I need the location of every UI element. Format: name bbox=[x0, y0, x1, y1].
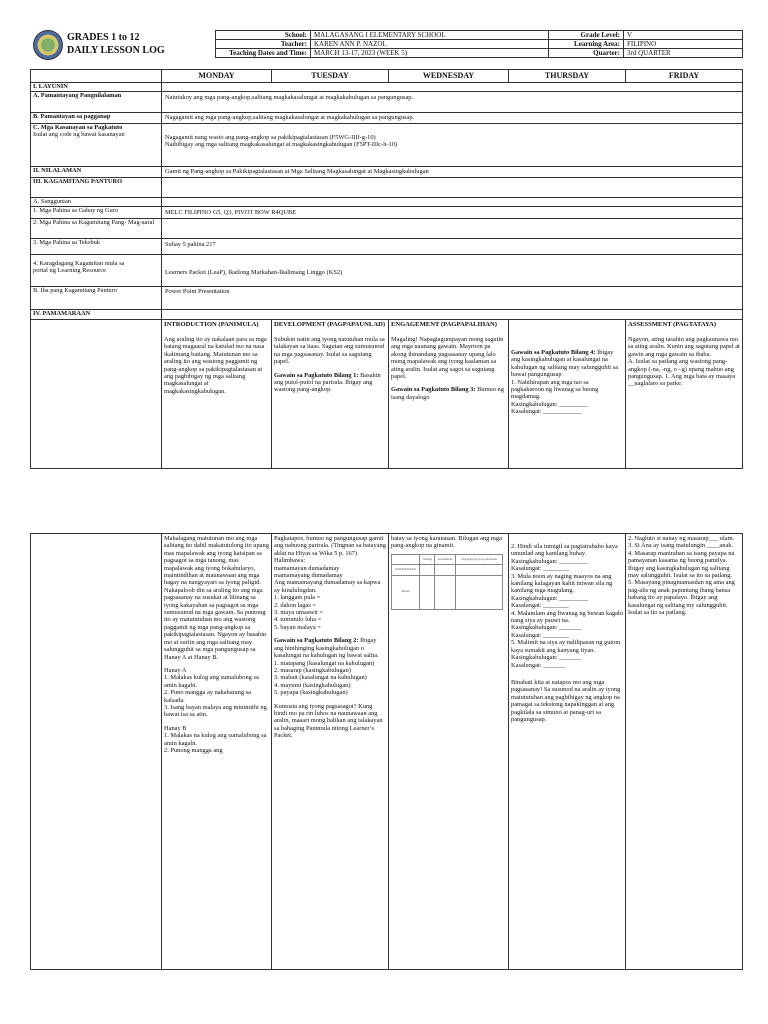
mini-table-row-1-label: MAMAMAYAN bbox=[392, 565, 420, 575]
list-item: 3. mabait (kasalungat na kahulugan) bbox=[274, 674, 367, 682]
friday-item-2: 2. Nagluto si nanay ng masarap___ ulam. bbox=[628, 535, 735, 542]
thursday-item-2: 2. Hindi sila tumigil sa pagtatrabaho kaya umunlad ang kanilang buhay. bbox=[511, 543, 618, 558]
wednesday-procedure-col bbox=[389, 320, 509, 469]
hanay-a-item-2: 2. Puno mangga ay nakaharang sa kalsada. bbox=[164, 689, 251, 704]
teksbuk-value: Suhay 5 pahina 217 bbox=[165, 241, 216, 248]
teksbuk-label: 3. Mga Pahina sa Teksbuk bbox=[31, 239, 162, 254]
header-info-table bbox=[215, 30, 743, 58]
tuesday-gawain-1 bbox=[274, 372, 386, 394]
lesson-log-page-2 bbox=[30, 533, 743, 970]
pamamaraan-label: IV. PAMAMARAAN bbox=[31, 310, 162, 319]
thursday-item-5-kasingkahulugan: Kasingkahulugan: _______ bbox=[511, 654, 582, 662]
thursday-procedure-col bbox=[509, 320, 626, 469]
form-title-grades: GRADES 1 to 12 bbox=[67, 32, 140, 43]
tuesday-continued-col bbox=[272, 534, 389, 970]
day-header-monday: MONDAY bbox=[162, 70, 272, 83]
day-header-blank bbox=[31, 70, 162, 83]
kagamitang-pang-label: 2. Mga Pahina sa Kagamitang Pang- Mag-aaral bbox=[31, 219, 162, 238]
monday-intro-text: Ang araling ito ay nakalaan para sa mga batang magaaral na katulad mo na nasa ikalimang baitang. Matutunan mo sa araling ito ang wastong paggamit ng pang-angkop sa pakikipagtalastasan at ang pagbibigay ng mga salitang magkasalungat at magkakasingkahulugan. bbox=[164, 336, 267, 395]
thursday-item-3: 3. Mula noon ay naging maayos na ang kanilang kalagayan kahit iniwan sila ng kanilang mga magulang. bbox=[511, 572, 613, 595]
form-title-dll: DAILY LESSON LOG bbox=[67, 45, 165, 56]
friday-intro-text: Ngayon, ating tasahin ang pagkaunawa mo sa ating aralin. Kunin ang sagutang papel at gawin ang mga gawain sa ibaba. bbox=[628, 336, 740, 358]
day-header-wednesday: WEDNESDAY bbox=[389, 70, 509, 83]
wednesday-intro-text: Magaling! Napagtagumpayan mong sagutin ang mga naunang gawain. Mayroon pa akong ihinandang pagsasanay upang lalo mong mapalawak ang iyong kaalaman sa ating aralin. Isulat ang sagot sa sagutang papel. bbox=[391, 336, 504, 381]
thursday-item-1-kasingkahulugan: Kasingkahulugan: _________ bbox=[511, 400, 588, 408]
tuesday-closing-text: Kumusta ang iyong pagsasagot? Kung hindi mo pa rin lubos na naunawaan ang aralin, maaari mong balikan ang talakayan sa bahaging Panimula nitong Learner’s Packet. bbox=[274, 702, 383, 740]
wednesday-phase-heading: ENGAGEMENT (PAGPAPALIHAN) bbox=[391, 321, 497, 328]
friday-item-3: 3. Si Ana ay isang matulungin ____anak. bbox=[628, 542, 734, 550]
friday-item-5: 5. Masayang pinagmamasdan ng ama ang pag-alis ng anak papuntang ibang bansa habang ito ay papalayo. Ibigay ang kasalungat ng salitang my salungguhit. Isulat sa ito sa patlang. bbox=[628, 579, 735, 617]
pamantayan-pagganap-value: Nagagamit ang mga pang-angkop,salitang magkakasalungat at magkakahulugan sa pangungusap. bbox=[165, 114, 415, 121]
wednesday-gawain-3-text: Bumuo ng isang dayalogo bbox=[391, 386, 504, 401]
wednesday-continued-col bbox=[389, 534, 509, 970]
tuesday-salita-list bbox=[274, 660, 386, 697]
school-value: MALAGASANG I ELEMENTARY SCHOOL bbox=[311, 31, 549, 40]
gabay-label: 1. Mga Pahina sa Gabay ng Guro bbox=[31, 207, 162, 218]
mini-table-header-1: Wikang bbox=[420, 554, 435, 564]
thursday-closing-text: Binabati kita at natapos mo ang mga pagsasanay! Sa susunod na aralin ay iyong matututuhan ang pagbibigay ng angkop na pamagat sa tekstong napakinggan at ang pagkilala sa simuno at panag-uri sa pangungusap. bbox=[511, 678, 621, 723]
row-gabay bbox=[31, 207, 742, 219]
day-header-friday: FRIDAY bbox=[626, 70, 742, 83]
deped-seal bbox=[33, 30, 63, 60]
kasanayan-label bbox=[31, 124, 162, 166]
list-item: 1. matapang (kasalungat na kahulugan) bbox=[274, 659, 375, 667]
list-item: 2. masarap (kasingkahulugan) bbox=[274, 666, 351, 674]
teacher-label: Teacher: bbox=[216, 40, 311, 49]
list-item: 5. payapa (kasingkahulugan) bbox=[274, 689, 348, 697]
wednesday-gawain-3-title: Gawain sa Pagkatuto Bilang 3: bbox=[391, 386, 476, 394]
gabay-value: MELC FILIPINO G5, Q3, PIVOT BOW R4QUBE bbox=[165, 209, 297, 216]
row-pamamaraan bbox=[31, 310, 742, 320]
hanay-b-item-2: 2. Punong mangga ang bbox=[164, 746, 223, 754]
row-nilalaman bbox=[31, 167, 742, 178]
tuesday-gawain-1-title: Gawain sa Pagkatuto Bilang 1: bbox=[274, 371, 359, 379]
kasanayan-values bbox=[162, 134, 742, 148]
list-item: 1. langgam pula = bbox=[274, 594, 321, 602]
row-sanggunian bbox=[31, 198, 742, 207]
kasanayan-title: C. Mga Kasanayan sa Pagkatuto bbox=[33, 124, 123, 131]
tuesday-continued-text: Pagkatapos, bumuo ng pangungusap gamit ang nabuong parirala. (Tingnan sa batayang aklat na Hiyas sa Wika 5 p. 167) bbox=[274, 535, 386, 557]
tuesday-phase-heading: DEVELOPMENT (PAGPAPAUNLAD) bbox=[274, 321, 386, 328]
row-teksbuk bbox=[31, 239, 742, 255]
tuesday-halimbawa-1: mamamayan dumadamay bbox=[274, 564, 340, 572]
dates-value: MARCH 13-17, 2023 (WEEK 5) bbox=[311, 49, 549, 58]
nilalaman-value: Gamit ng Pang-angkop sa Pakikipagtalastasan at Mga Salitang Magkasalungat at Magkasingkahulugan bbox=[165, 168, 429, 175]
tuesday-halimbawa-3: Ang mamamayang dumadamay sa kapwa ay kinalulugdan. bbox=[274, 579, 381, 594]
row-kagamitan bbox=[31, 178, 742, 198]
monday-continued-text: Mahalagang matutunan mo ang mga salitang ito dahil makatutulong ito upang mas mapalawak ang iyong kaisipan sa pagsagot sa mga tanong, mas mapalawak ang iyong bokabularyo, maintindihan at maunawaan ang mga bagay na nangyayari sa iyong paligid. Nakapaloob din sa araling ito ang mga pagsasanay na susukat at lilinang sa iyong kakayahan sa pagsagot sa mga sumusunod na mga gawain. Sa puntong ito ay matututuhan mo ang wastong paggamit ng mga pang-angkop sa pakikipagtalastasan. Ngayon ay basahin mo at suriin ang mga salitang may salungguhit sa mga pangungusap sa Hanay A at Hanay B. bbox=[164, 535, 269, 661]
iba-pa-label: B. Iba pang Kagamitang Panturo bbox=[31, 287, 162, 309]
friday-procedure-col bbox=[626, 320, 742, 469]
hanay-a-heading: Hanay A bbox=[164, 666, 187, 674]
hanay-b-item-1: 1. Malakas na kulog ang sumalubong sa amin kagabi. bbox=[164, 732, 267, 747]
hanay-a-item-1: 1. Malakas kulog ang sumalubong sa amin kagabi. bbox=[164, 674, 259, 689]
mini-table-row-2-label: Maaari bbox=[392, 575, 420, 609]
tuesday-parirala-list bbox=[274, 594, 386, 631]
karagdagang-value: Learners Packet (LeaP), Ikatlong Markahan-Ikalimang Linggo (KS2) bbox=[165, 269, 343, 276]
tuesday-halimbawa-2: mamamayang dumadamay bbox=[274, 572, 343, 580]
tuesday-halimbawa-label: Halimbawa: bbox=[274, 557, 306, 565]
tuesday-procedure-col bbox=[272, 320, 389, 469]
layunin-label: I. LAYUNIN bbox=[31, 83, 162, 91]
dates-label: Teaching Dates and Time: bbox=[216, 49, 311, 58]
mini-table-header-2: Katambalan bbox=[435, 554, 456, 564]
nilalaman-label: II. NILALAMAN bbox=[31, 167, 162, 177]
day-header-tuesday: TUESDAY bbox=[272, 70, 389, 83]
row-karagdagang-kagamitan bbox=[31, 255, 742, 287]
tuesday-intro-text: Subukin natin ang iyong natutuhan mula sa talakayan sa itaas. Sagutan ang sumusunod na mga pagsasanay. Isulat sa sagutang papel. bbox=[274, 336, 385, 366]
thursday-item-2-kasalungat: Kasalungat: ________ bbox=[511, 565, 569, 573]
kagamitan-label: III. KAGAMITANG PANTURO bbox=[31, 178, 162, 197]
monday-phase-heading: INTRODUCTION (PANIMULA) bbox=[164, 321, 259, 328]
thursday-item-5-kasalungat: Kasalungat: _______ bbox=[511, 661, 566, 669]
tuesday-gawain-2-title: Gawain sa Pagkatuto Bilang 2: bbox=[274, 637, 359, 645]
list-item: 4. tumutulo luha = bbox=[274, 616, 322, 624]
thursday-item-5: 5. Malimit na siya ay nalilipasan ng gutom kaya sumakit ang kanyang tiyan. bbox=[511, 639, 621, 654]
mini-table-header-3: Nagagalugad pa ng kaasalaan bbox=[456, 554, 503, 564]
list-item: 4. mayumi (kasingkahulugan) bbox=[274, 681, 351, 689]
thursday-continued-col bbox=[509, 534, 626, 970]
day-header-row bbox=[31, 70, 742, 83]
friday-continued-col bbox=[626, 534, 742, 970]
hanay-a-item-3: 3. Isang bayan malaya ang minimithi ng bawat isa sa atin. bbox=[164, 703, 267, 719]
quarter-label: Quarter: bbox=[549, 49, 624, 58]
monday-continued-col bbox=[162, 534, 272, 970]
quarter-value: 3rd QUARTER bbox=[624, 49, 743, 58]
thursday-gawain-4-title: Gawain sa Pagkatuto Bilang 4: bbox=[511, 349, 596, 356]
procedure-label-col bbox=[31, 320, 162, 469]
friday-instructions-a: A. Isulat sa patlang ang wastong pang-angkop (-na, -ng, o –g) upang mabuo ang pangungusap. 1. Ang mga bata ay masaya __naglalaro sa parke. bbox=[628, 358, 736, 388]
thursday-item-4-kasingkahulugan: Kasingkahulugan: _______ bbox=[511, 624, 582, 632]
kasanayan-1: Nagagamit nang wasto ang pang-angkop sa pakikipagtalastasan (F5WG-IIIf-g-10) bbox=[165, 134, 376, 141]
thursday-item-1: 1. Nahihirapan ang mga tao sa pagkakaroon ng liwanag sa buong magdamag. bbox=[511, 378, 599, 401]
mini-table-corner bbox=[392, 554, 420, 564]
kasanayan-2: Naibibigay ang mga salitang magkakasalungat at magkakasingkahulugan (F5PT-IIIc-h-10) bbox=[165, 141, 398, 149]
kasanayan-code-note: Isulat ang code ng bawat kasanayan bbox=[33, 131, 125, 139]
row-pamantayan-pagganap bbox=[31, 113, 742, 124]
tuesday-gawain-2 bbox=[274, 637, 386, 659]
tuesday-gawain-1-text: Basahin ang putol-putol na parirala. Ibigay ang wastong pang-angkop. bbox=[274, 371, 381, 394]
pamantayang-pangnilalaman-value: Natutukoy ang mga pang-angkop,salitang magkakasalungat at magkakahulugan sa pangungusap. bbox=[165, 94, 414, 101]
thursday-item-4-kasalungat: Kasalungat: ________ bbox=[511, 631, 569, 639]
row-kagamitang-pang-mag-aaral bbox=[31, 219, 742, 239]
hanay-b-heading: Hanay B bbox=[164, 724, 187, 732]
wednesday-continued-text: batay sa iyong karanasan. Bilugan ang mga pang-angkop na ginamit. bbox=[391, 535, 502, 550]
area-label: Learning Area: bbox=[549, 40, 624, 49]
row-iba-pa bbox=[31, 287, 742, 310]
list-item: 2. dahon lagas = bbox=[274, 601, 316, 609]
pamantayan-pagganap-label: B. Pamantayan sa pagganap bbox=[31, 113, 162, 123]
thursday-item-4: 4. Malamlam ang liwanag ng buwan kagabi nang siya ay pauwi na. bbox=[511, 609, 623, 625]
page2-label-col bbox=[31, 534, 162, 970]
karagdagang-label: 4. Karagdagang Kagamitan mula sa portal ng Learning Resource bbox=[31, 255, 162, 286]
sanggunian-label: A. Sanggunian bbox=[31, 198, 162, 206]
thursday-item-3-kasalungat: Kasalungat: ________ bbox=[511, 602, 569, 610]
friday-phase-heading: ASSESSMENT (PAGTATAYA) bbox=[628, 321, 717, 328]
monday-procedure-col bbox=[162, 320, 272, 469]
friday-item-4: 4. Masarap manirahan sa isang payapa na pamayanan kasama ng buong pamilya. Ibigay ang kasingkahulugan ng salitang may salungguhit. Isulat sa ito sa patlang. bbox=[628, 549, 735, 580]
row-kasanayan bbox=[31, 124, 742, 167]
thursday-item-2-kasingkahulugan: Kasingkahulugan: _________ bbox=[511, 557, 588, 565]
wednesday-gawain-3 bbox=[391, 386, 506, 401]
grade-value: V bbox=[624, 31, 743, 40]
thursday-gawain-4-text: Ibigay ang kasingkahulugan at kasalungat na kahulugan ng salitang may salungguhit sa bawat pangungusap bbox=[511, 349, 619, 379]
list-item: 3. maya umaawit = bbox=[274, 609, 324, 617]
teacher-value: KAREN ANN P. NAZOL bbox=[311, 40, 549, 49]
pamantayang-pangnilalaman-label: A. Pamantayang Pangnilalaman bbox=[31, 92, 162, 112]
area-value: FILIPINO bbox=[624, 40, 743, 49]
list-item: 5. bayan malaya = bbox=[274, 623, 321, 631]
day-header-thursday: THURSDAY bbox=[509, 70, 626, 83]
row-pamantayang-pangnilalaman bbox=[31, 92, 742, 113]
grade-label: Grade Level: bbox=[549, 31, 624, 40]
dialogue-table-image bbox=[391, 554, 503, 610]
iba-pa-value: Power Point Presentation bbox=[165, 288, 230, 295]
tuesday-gawain-2-text: Ibigay ang hinihinging kasingkahulugan o kasalungat na kahulugan ng bawat salita. bbox=[274, 637, 379, 660]
row-layunin bbox=[31, 83, 742, 92]
school-label: School: bbox=[216, 31, 311, 40]
thursday-item-1-kasalungat: Kasalungat: ____________ bbox=[511, 408, 582, 416]
thursday-item-3-kasingkahulugan: Kasingkahulugan: _________ bbox=[511, 594, 588, 602]
thursday-gawain-4 bbox=[511, 349, 623, 379]
lesson-log-page-1 bbox=[30, 69, 743, 469]
